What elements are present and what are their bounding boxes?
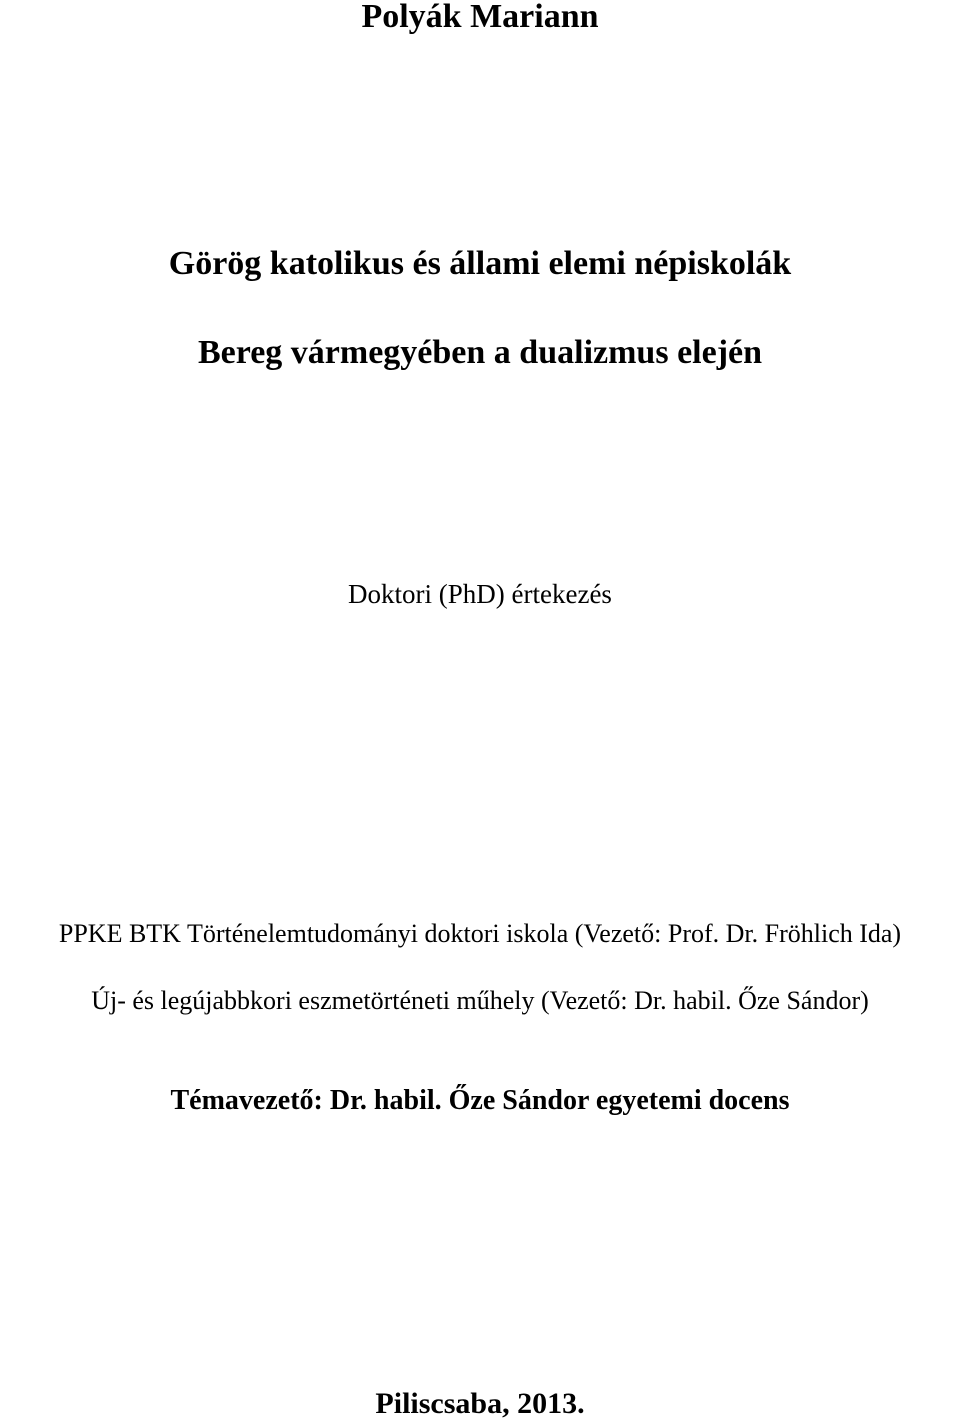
document-type: Doktori (PhD) értekezés — [348, 579, 612, 609]
thesis-title-line-1: Görög katolikus és állami elemi népiskolák — [168, 245, 792, 282]
workshop: Új- és legújabbkori eszmetörténeti műhely (Vezető: Dr. habil. Őze Sándor) — [91, 986, 869, 1015]
supervisor: Témavezető: Dr. habil. Őze Sándor egyetemi docens — [170, 1085, 790, 1116]
doctoral-school: PPKE BTK Történelemtudományi doktori iskola (Vezető: Prof. Dr. Fröhlich Ida) — [58, 919, 902, 948]
author-name: Polyák Mariann — [361, 0, 599, 35]
place-and-date: Piliscsaba, 2013. — [375, 1387, 585, 1420]
thesis-title-line-2: Bereg vármegyében a dualizmus elején — [197, 334, 763, 371]
